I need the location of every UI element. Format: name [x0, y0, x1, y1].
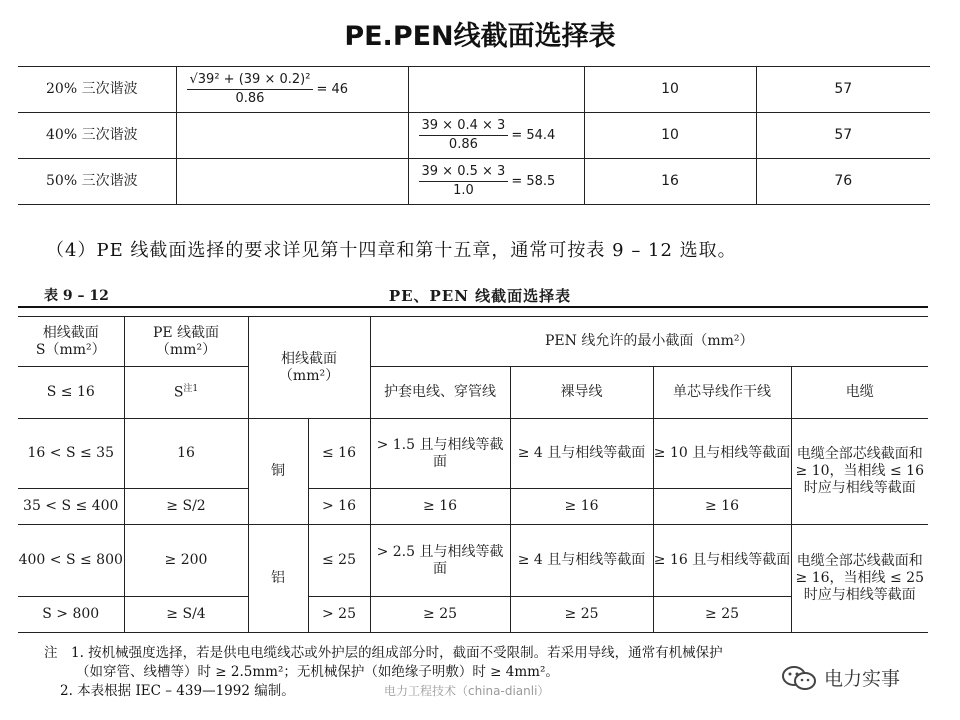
formula-fraction [419, 118, 509, 152]
formula-numerator: 39 × 0.5 × 3 [419, 164, 509, 182]
formula-numerator: √39² + (39 × 0.2)² [187, 72, 314, 90]
pe-cell: 16 [124, 419, 248, 489]
cable-cell: 电缆全部芯线截面和 ≥ 16，当相线 ≤ 25 时应与相线等截面 [791, 525, 928, 633]
formula-cell [408, 159, 584, 205]
header-unit: （mm²） [278, 367, 340, 384]
header-label: PE 线截面 [152, 324, 220, 341]
value-cell: ≥ 10 且与相线等截面 [653, 419, 791, 489]
value-cell: ≥ 4 且与相线等截面 [510, 419, 653, 489]
formula-fraction [419, 164, 509, 198]
pe-cell: ≥ 200 [124, 525, 248, 597]
table-title: PE、PEN 线截面选择表 [388, 287, 572, 305]
empty-cell [408, 67, 584, 113]
value-cell: ≥ 4 且与相线等截面 [510, 525, 653, 597]
header-label: 相线截面 [42, 324, 99, 341]
header-sub: 电缆 [791, 367, 928, 419]
header-sub: 单芯导线作干线 [653, 367, 791, 419]
phase-cell: S ≤ 16 [18, 367, 124, 419]
table-row [18, 419, 928, 489]
phase-cell: 16 < S ≤ 35 [18, 419, 124, 489]
table-row [18, 525, 928, 597]
empty-cell [176, 113, 408, 159]
value-cell: 16 [584, 159, 756, 205]
value-cell: 57 [756, 67, 930, 113]
value-cell: ≥ 16 且与相线等截面 [653, 525, 791, 597]
watermark-text: 电力实事 [824, 668, 901, 690]
row-label: 40% 三次谐波 [18, 113, 176, 159]
formula-result: = 58.5 [511, 173, 556, 189]
value-cell: 10 [584, 67, 756, 113]
empty-cell [176, 159, 408, 205]
pe-value: S [173, 384, 184, 401]
table-row [18, 159, 930, 205]
note-line: 2. 本表根据 IEC – 439—1992 编制。 [60, 683, 295, 699]
material-aluminum: 铝 [248, 525, 308, 633]
header-phase-section-2 [248, 317, 370, 419]
formula-denominator: 1.0 [453, 183, 474, 198]
phase-cell: 400 < S ≤ 800 [18, 525, 124, 597]
formula-cell [176, 67, 408, 113]
row-label: 20% 三次谐波 [18, 67, 176, 113]
instruction-paragraph: （4）PE 线截面选择的要求详见第十四章和第十五章，通常可按表 9 – 12 选取。 [46, 240, 737, 261]
header-sub: 护套电线、穿管线 [370, 367, 510, 419]
header-unit: （mm²） [155, 341, 217, 358]
material-copper: 铜 [248, 419, 308, 525]
phase-cell: S > 800 [18, 597, 124, 633]
range-cell: ≤ 16 [308, 419, 370, 489]
range-cell: > 25 [308, 597, 370, 633]
pe-cell: ≥ S/2 [124, 489, 248, 525]
value-cell: ≥ 25 [510, 597, 653, 633]
value-cell: ≥ 16 [510, 489, 653, 525]
value-cell: ≥ 25 [653, 597, 791, 633]
range-cell: ≤ 25 [308, 525, 370, 597]
range-cell: > 16 [308, 489, 370, 525]
header-phase-section [18, 317, 124, 367]
formula-numerator: 39 × 0.4 × 3 [419, 118, 509, 136]
harmonic-table [18, 66, 930, 205]
value-cell: > 2.5 且与相线等截面 [370, 525, 510, 597]
value-cell: ≥ 25 [370, 597, 510, 633]
table-top-rule [18, 306, 928, 308]
pe-cell [124, 367, 248, 419]
footnote-marker: 注1 [183, 383, 199, 394]
value-cell: 10 [584, 113, 756, 159]
value-cell: ≥ 16 [653, 489, 791, 525]
header-label: 相线截面 [281, 350, 337, 367]
formula-denominator: 0.86 [448, 137, 478, 152]
table-row [18, 113, 930, 159]
watermark-right [780, 664, 900, 691]
formula-result: = 54.4 [511, 127, 556, 143]
header-row [18, 367, 928, 419]
formula-cell [408, 113, 584, 159]
header-row [18, 317, 928, 367]
value-cell: 76 [756, 159, 930, 205]
cable-cell: 电缆全部芯线截面和 ≥ 10，当相线 ≤ 16 时应与相线等截面 [791, 419, 928, 525]
pe-pen-table [18, 316, 928, 633]
value-cell: ≥ 16 [370, 489, 510, 525]
value-cell: > 1.5 且与相线等截面 [370, 419, 510, 489]
header-sub: 裸导线 [510, 367, 653, 419]
header-pe-section [124, 317, 248, 367]
formula-result: = 46 [316, 81, 349, 97]
row-label: 50% 三次谐波 [18, 159, 176, 205]
header-unit: S（mm²） [35, 341, 106, 358]
formula-fraction [187, 72, 314, 106]
formula-denominator: 0.86 [235, 91, 265, 106]
watermark-left: 电力工程技术（china-dianli） [384, 684, 550, 698]
value-cell: 57 [756, 113, 930, 159]
note-line: （如穿管、线槽等）时 ≥ 2.5mm²；无机械保护（如绝缘子明敷）时 ≥ 4mm²。 [76, 664, 559, 680]
table-row [18, 67, 930, 113]
phase-cell: 35 < S ≤ 400 [18, 489, 124, 525]
note-line: 注 1. 按机械强度选择，若是供电电缆线芯或外护层的组成部分时，截面不受限制。若采用导线，通常有机械保护 [44, 645, 723, 661]
pe-cell: ≥ S/4 [124, 597, 248, 633]
header-pen-min-section: PEN 线允许的最小截面（mm²） [370, 317, 928, 367]
table-number: 表 9 – 12 [44, 288, 109, 304]
page-title: PE.PEN线截面选择表 [344, 21, 616, 52]
wechat-icon [780, 665, 818, 691]
